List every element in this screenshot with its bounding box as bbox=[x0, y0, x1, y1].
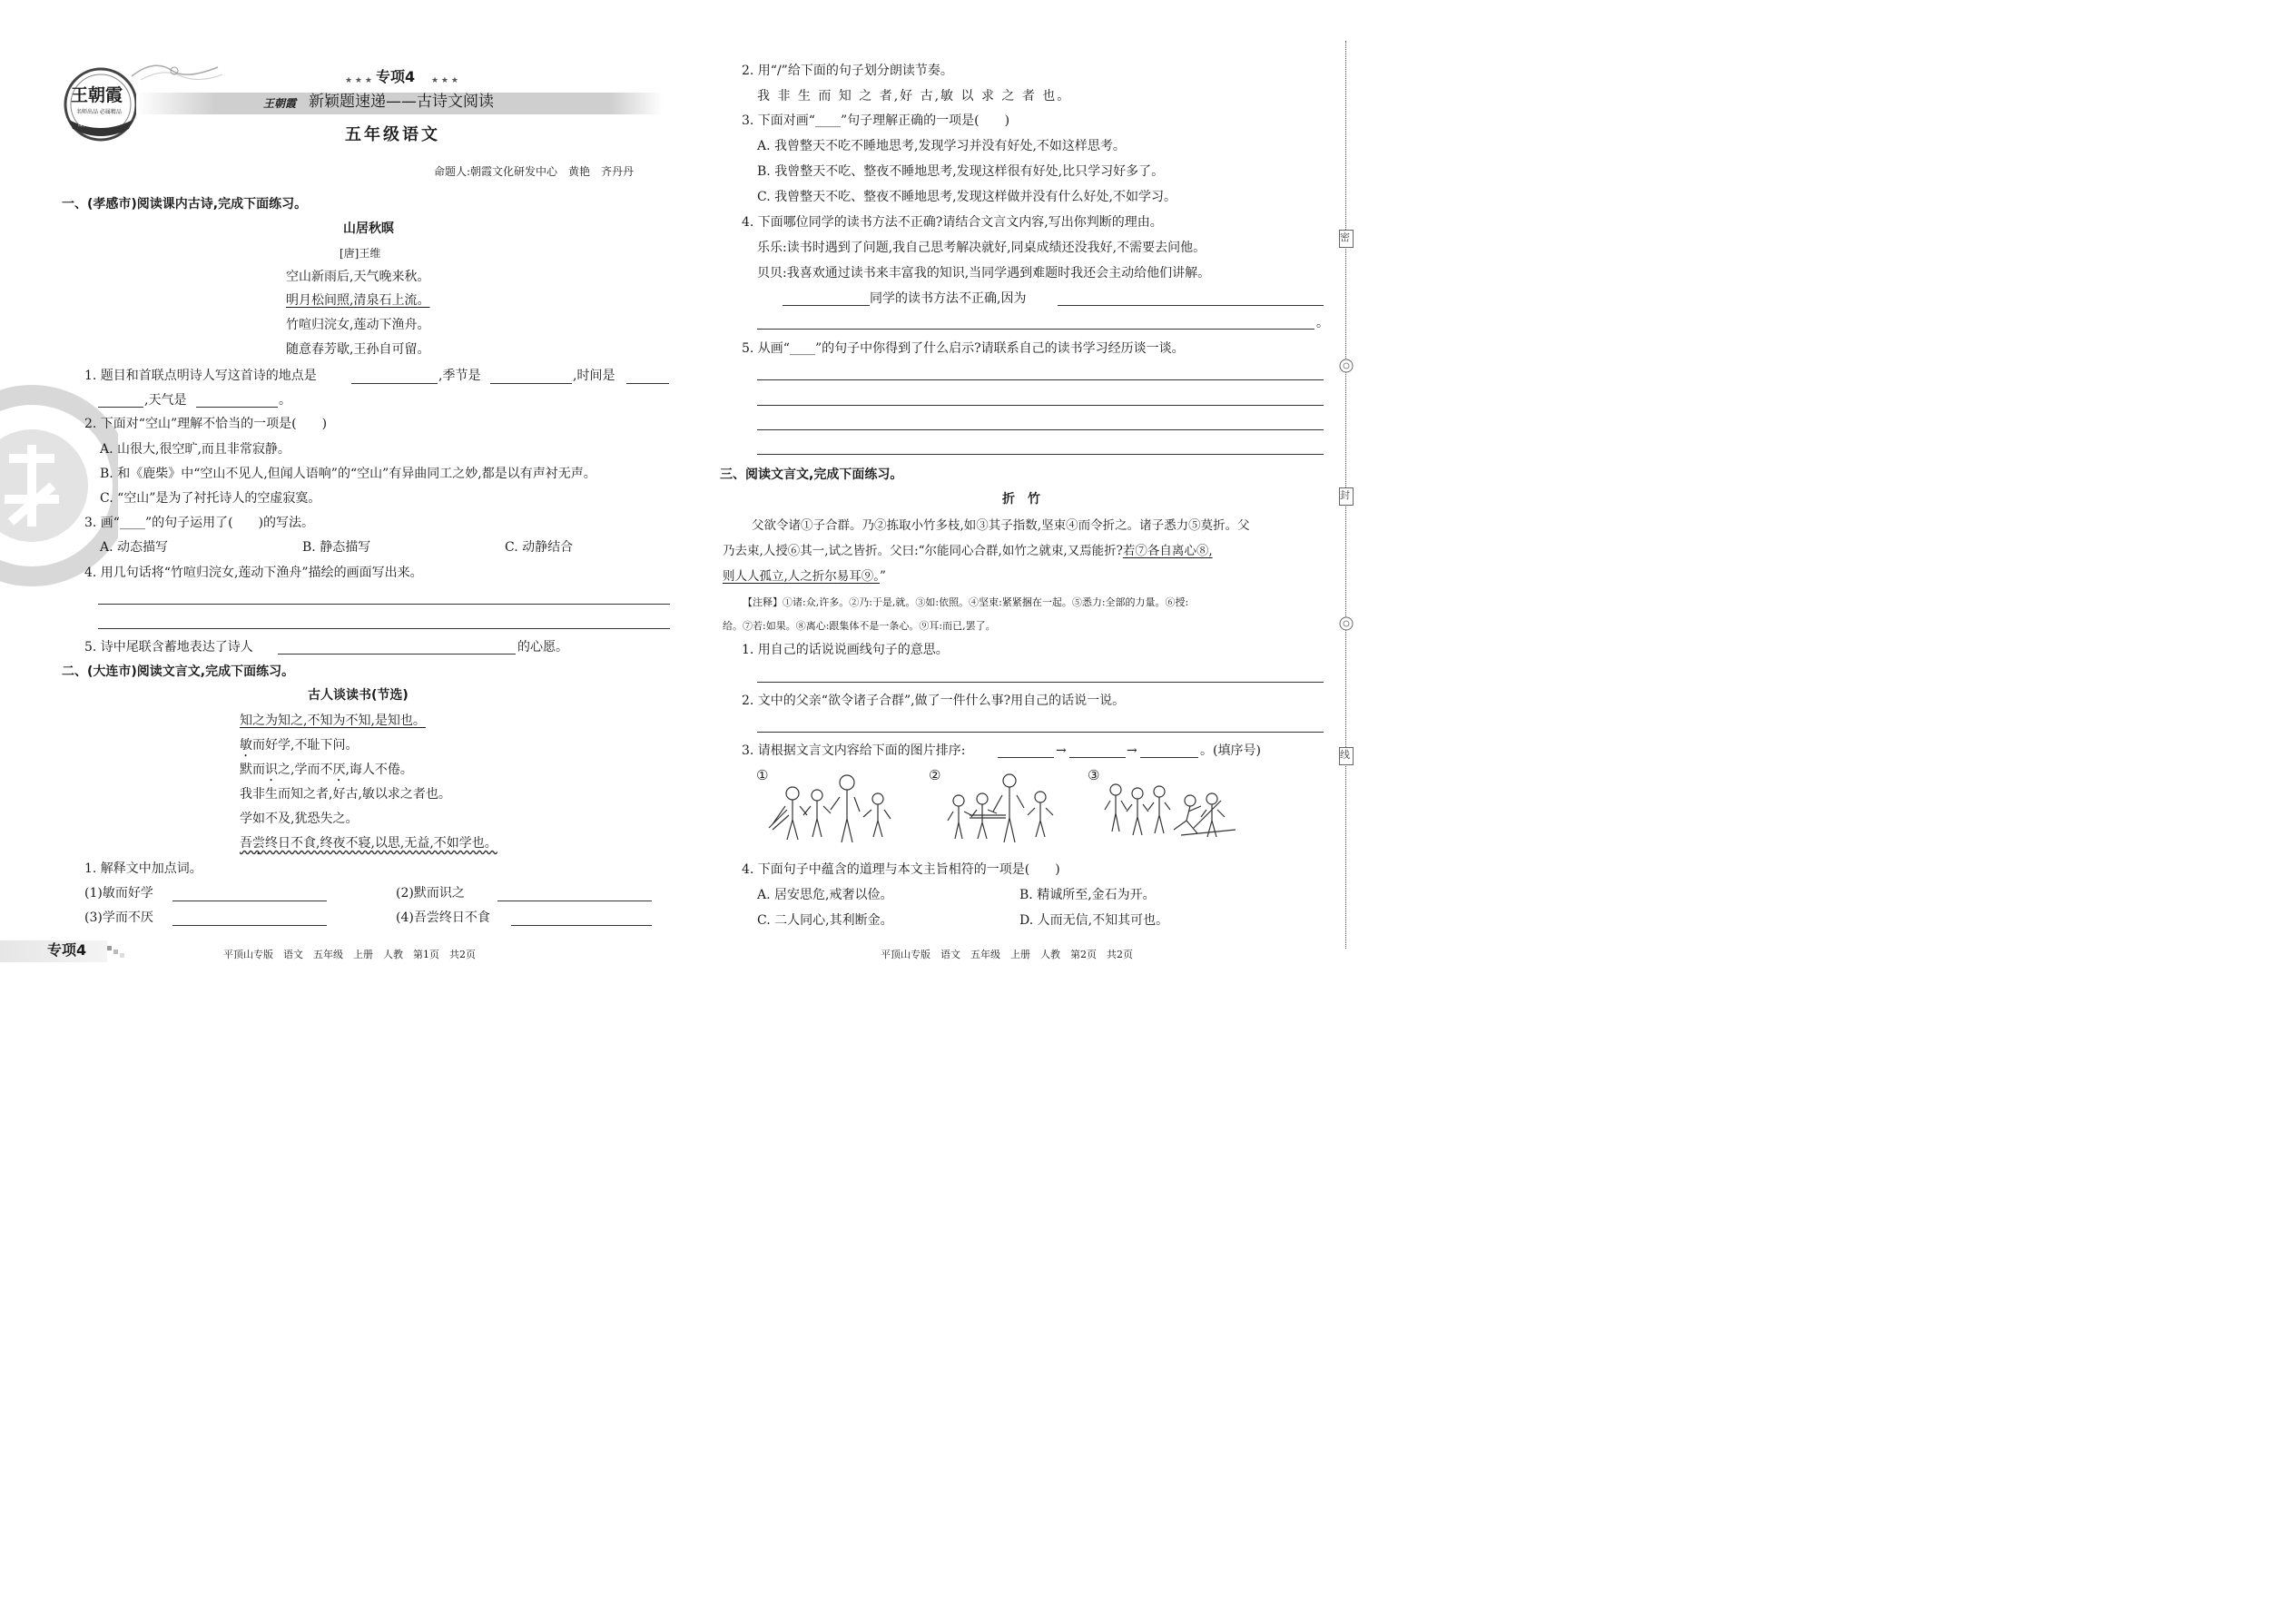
footer-left-text: 平顶山专版 语文 五年级 上册 人教 第1页 共2页 bbox=[223, 949, 476, 960]
s3-q4-option-c: C. 二人同心,其利断金。 bbox=[757, 913, 893, 928]
s1-q1-part-b: ,季节是 bbox=[438, 369, 481, 383]
picture-2-label: ② bbox=[929, 767, 941, 783]
s2-q5-line-2[interactable] bbox=[757, 405, 1324, 406]
reading-3-title: 折 竹 bbox=[1002, 492, 1040, 507]
binding-mark-1: 密 bbox=[1340, 231, 1350, 243]
reading-2-line-1: 知之为知之,不知为不知,是知也。 bbox=[240, 714, 426, 728]
picture-2-illustration bbox=[944, 773, 1071, 846]
s2-q2-sentence: 我 非 生 而 知 之 者,好 古,敏 以 求 之 者 也。 bbox=[757, 89, 1072, 103]
s2-q4-answer-prefix: 同学的读书方法不正确,因为 bbox=[870, 291, 1027, 306]
s3-q4-option-a: A. 居安思危,戒奢以俭。 bbox=[757, 888, 893, 902]
s1-q1-blank-time-a[interactable] bbox=[626, 383, 669, 384]
s3-q3-arrow-2: → bbox=[1127, 743, 1137, 758]
poem-title: 山居秋暝 bbox=[343, 221, 394, 236]
s2-q1-blank-3[interactable] bbox=[172, 925, 327, 926]
s1-q4-answer-line-1[interactable] bbox=[98, 604, 670, 605]
binding-hole-icon-2 bbox=[1338, 615, 1354, 632]
s1-q2-option-a: A. 山很大,很空旷,而且非常寂静。 bbox=[100, 442, 290, 457]
s1-q5-blank[interactable] bbox=[278, 654, 516, 655]
s3-q3: 3. 请根据文言文内容给下面的图片排序: bbox=[742, 743, 966, 758]
s3-q4-option-b: B. 精诚所至,金石为开。 bbox=[1019, 888, 1156, 902]
s1-q1-blank-time-b[interactable] bbox=[98, 407, 143, 408]
s2-q3-option-a: A. 我曾整天不吃不睡地思考,发现学习并没有好处,不如这样思考。 bbox=[757, 139, 1126, 153]
s2-q1-item-3: (3)学而不厌 bbox=[84, 910, 153, 925]
dotted-word-min: 敏 bbox=[240, 738, 252, 753]
s2-q4-end: 。 bbox=[1316, 316, 1329, 330]
s3-q4: 4. 下面句子中蕴含的道理与本文主旨相符的一项是( ) bbox=[742, 862, 1060, 877]
s2-q4-blank-name[interactable] bbox=[783, 305, 870, 306]
section-2-heading: 二、(大连市)阅读文言文,完成下面练习。 bbox=[62, 664, 295, 679]
reading-3-para-3-underlined: 则人人孤立,人之折尔易耳⑨。 bbox=[723, 569, 881, 584]
reading-3-para-2-underlined: 若⑦各自离心⑧, bbox=[1122, 544, 1213, 558]
reading-3-para-2 bbox=[723, 543, 1213, 559]
binding-mark-3: 线 bbox=[1340, 749, 1350, 761]
s3-q3-blank-1[interactable] bbox=[998, 757, 1054, 758]
s1-q1-part-d: ,天气是 bbox=[144, 393, 187, 408]
notes-line-1: 【注释】①诸:众,许多。②乃:于是,就。③如:依照。④坚束:紧紧捆在一起。⑤悉力:全部的力量。⑥授: bbox=[743, 596, 1189, 608]
s2-q5: 5. 从画“____”的句子中你得到了什么启示?请联系自己的读书学习经历谈一谈。 bbox=[742, 341, 1185, 356]
dotted-word-chang: 尝 bbox=[252, 836, 265, 851]
s3-q1-answer-line[interactable] bbox=[757, 682, 1324, 683]
poem-line-2: 明月松间照,清泉石上流。 bbox=[286, 293, 430, 308]
s3-q3-blank-2[interactable] bbox=[1069, 757, 1126, 758]
s1-q2-option-b: B. 和《鹿柴》中“空山不见人,但闻人语响”的“空山”有异曲同工之妙,都是以有声衬无声。 bbox=[100, 467, 596, 481]
poem-line-3: 竹喧归浣女,莲动下渔舟。 bbox=[286, 318, 430, 332]
s2-q1-item-2: (2)默而识之 bbox=[396, 886, 465, 901]
binding-mark-2: 封 bbox=[1340, 489, 1350, 501]
s1-q2: 2. 下面对“空山”理解不恰当的一项是( ) bbox=[84, 417, 328, 431]
poem-author: [唐]王维 bbox=[340, 247, 381, 260]
picture-1-illustration bbox=[767, 773, 903, 846]
s1-q1-blank-weather[interactable] bbox=[196, 407, 278, 408]
s1-q3-option-c: C. 动静结合 bbox=[505, 540, 574, 555]
reading-2-line-3-e: ,诲人不倦。 bbox=[345, 763, 413, 777]
s2-q4-blank-reason-2[interactable] bbox=[757, 329, 1314, 330]
reading-2-line-6 bbox=[240, 835, 497, 858]
s1-q2-option-c: C. “空山”是为了衬托诗人的空虚寂寞。 bbox=[100, 491, 321, 506]
section-3-heading: 三、阅读文言文,完成下面练习。 bbox=[720, 468, 903, 482]
series-label: 专项4 bbox=[376, 68, 416, 85]
s1-q1-end: 。 bbox=[279, 393, 291, 408]
reading-3-para-3-end: ” bbox=[880, 569, 886, 584]
reading-2-line-6-c: 终日不食,终夜不寝,以思,无益,不如学也。 bbox=[265, 836, 497, 851]
s2-q1: 1. 解释文中加点词。 bbox=[84, 861, 202, 876]
poem-line-4: 随意春芳歇,王孙自可留。 bbox=[286, 342, 430, 357]
reading-2-line-2 bbox=[240, 737, 358, 760]
s3-q4-option-d: D. 人而无信,不知其可也。 bbox=[1019, 913, 1169, 928]
section-1-heading: 一、(孝感市)阅读课内古诗,完成下面练习。 bbox=[62, 197, 308, 212]
picture-1-label: ① bbox=[756, 767, 769, 783]
header-title: 新颖题速递——古诗文阅读 bbox=[309, 93, 494, 111]
authors-line: 命题人:朝霞文化研发中心 黄艳 齐丹丹 bbox=[434, 165, 635, 178]
reading-3-para-3 bbox=[723, 568, 886, 585]
s1-q1-blank-place[interactable] bbox=[351, 383, 438, 384]
reading-2-line-4: 我非生而知之者,好古,敏以求之者也。 bbox=[240, 787, 451, 802]
s2-q4-blank-reason-1[interactable] bbox=[1058, 305, 1324, 306]
notes-line-2: 给。⑦若:如果。⑧离心:跟集体不是一条心。⑨耳:而已,罢了。 bbox=[723, 620, 996, 632]
s2-q1-item-4: (4)吾尝终日不食 bbox=[396, 910, 490, 925]
s3-q1: 1. 用自己的话说说画线句子的意思。 bbox=[742, 643, 949, 657]
reading-2-title: 古人谈读书(节选) bbox=[308, 688, 409, 703]
s2-q4-lele: 乐乐:读书时遇到了问题,我自己思考解决就好,同桌成绩还没我好,不需要去问他。 bbox=[757, 241, 1206, 255]
s2-q5-line-4[interactable] bbox=[757, 454, 1324, 455]
s2-q5-line-1[interactable] bbox=[757, 379, 1324, 380]
s1-q4-answer-line-2[interactable] bbox=[98, 628, 670, 629]
reading-2-line-3 bbox=[240, 762, 413, 784]
s1-q5-part-b: 的心愿。 bbox=[517, 640, 568, 655]
reading-2-line-6-a: 吾 bbox=[240, 836, 252, 851]
s2-q5-line-3[interactable] bbox=[757, 429, 1324, 430]
reading-3-para-2-text: 乃去束,人授⑥其一,试之皆折。父曰:“尔能同心合群,如竹之就束,又焉能折? bbox=[723, 544, 1123, 558]
reading-2-line-3-c: 之,学而不 bbox=[278, 763, 333, 777]
page-subtitle: 五年级语文 bbox=[345, 125, 440, 144]
s1-q1-part-a: 1. 题目和首联点明诗人写这首诗的地点是 bbox=[84, 369, 317, 383]
s2-q1-blank-4[interactable] bbox=[511, 925, 652, 926]
logo-subtext: 名师出品 必属精品 bbox=[76, 109, 122, 115]
s2-q3: 3. 下面对画“____”句子理解正确的一项是( ) bbox=[742, 113, 1010, 128]
s2-q4: 4. 下面哪位同学的读书方法不正确?请结合文言文内容,写出你判断的理由。 bbox=[742, 215, 1163, 230]
ribbon-decoration-icon bbox=[127, 58, 227, 89]
s1-q5-part-a: 5. 诗中尾联含蓄地表达了诗人 bbox=[84, 640, 253, 655]
s3-q3-end: 。(填序号) bbox=[1200, 743, 1261, 758]
footer-right-text: 平顶山专版 语文 五年级 上册 人教 第2页 共2页 bbox=[881, 949, 1133, 960]
series-stars-left: ★ ★ ★ bbox=[345, 76, 372, 85]
s1-q1-part-c: ,时间是 bbox=[573, 369, 615, 383]
series-stars-right: ★ ★ ★ bbox=[431, 76, 458, 85]
dotted-word-yan: 厌 bbox=[332, 763, 346, 777]
binding-hole-icon-1 bbox=[1338, 358, 1354, 374]
s3-q3-blank-3[interactable] bbox=[1140, 757, 1198, 758]
footer-tab-label: 专项4 bbox=[47, 941, 87, 959]
reading-2-line-3-a: 默而 bbox=[240, 763, 265, 777]
logo-text: 王朝霞 bbox=[71, 85, 123, 105]
s2-q3-option-c: C. 我曾整天不吃、整夜不睡地思考,发现这样做并没有什么好处,不如学习。 bbox=[757, 190, 1177, 204]
s3-q2-answer-line[interactable] bbox=[757, 732, 1324, 733]
reading-3-para-1: 父欲令诸①子合群。乃②拣取小竹多枝,如③其子指数,坚束④而令折之。诸子悉力⑤莫折。父 bbox=[752, 518, 1250, 533]
s3-q3-arrow-1: → bbox=[1056, 743, 1067, 758]
s3-q2: 2. 文中的父亲“欲令诸子合群”,做了一件什么事?用自己的话说一说。 bbox=[742, 694, 1126, 708]
s1-q4: 4. 用几句话将“竹喧归浣女,莲动下渔舟”描绘的画面写出来。 bbox=[84, 566, 423, 580]
picture-3-label: ③ bbox=[1088, 767, 1100, 783]
s2-q1-item-1: (1)敏而好学 bbox=[84, 886, 153, 901]
footer-dots-icon bbox=[107, 946, 127, 959]
s2-q4-beibei: 贝贝:我喜欢通过读书来丰富我的知识,当同学遇到难题时我还会主动给他们讲解。 bbox=[757, 266, 1211, 281]
poem-line-1: 空山新雨后,天气晚来秋。 bbox=[286, 270, 430, 284]
s1-q3-option-a: A. 动态描写 bbox=[100, 540, 169, 555]
logo-band-text: 成长路上 有我相伴 bbox=[78, 123, 116, 128]
s1-q3: 3. 画“____”的句子运用了( )的写法。 bbox=[84, 516, 315, 530]
s2-q3-option-b: B. 我曾整天不吃、整夜不睡地思考,发现这样很有好处,比只学习好多了。 bbox=[757, 164, 1165, 179]
picture-3-illustration bbox=[1103, 773, 1239, 846]
brand-small: 王朝霞 bbox=[263, 97, 297, 110]
s2-q2: 2. 用“/”给下面的句子划分朗读节奏。 bbox=[742, 64, 953, 78]
s1-q3-option-b: B. 静态描写 bbox=[302, 540, 371, 555]
dotted-word-shi: 识 bbox=[265, 763, 278, 777]
s1-q1-blank-season[interactable] bbox=[490, 383, 572, 384]
reading-2-line-2-rest: 而好学,不耻下问。 bbox=[252, 738, 359, 753]
reading-2-line-5: 学如不及,犹恐失之。 bbox=[240, 812, 359, 826]
